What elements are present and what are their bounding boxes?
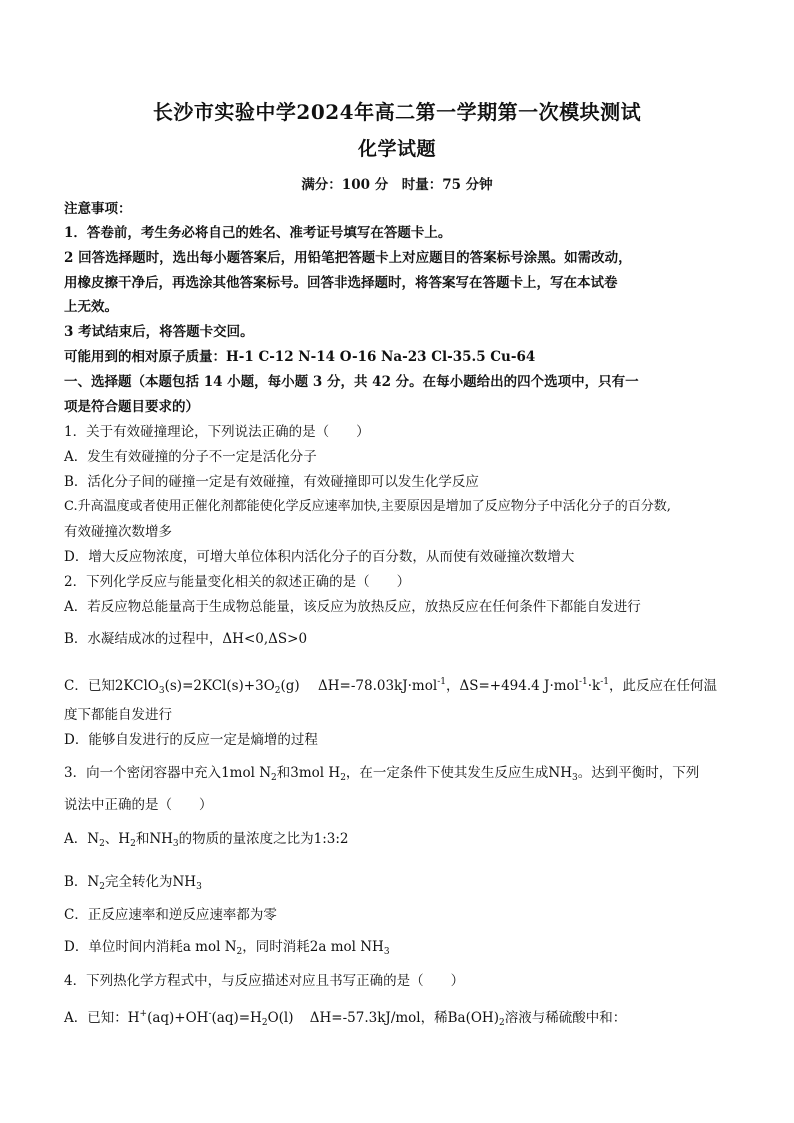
subscript: 2 (498, 1018, 505, 1028)
subscript: 2 (99, 839, 105, 849)
q3-d-n2: a mol N (182, 939, 237, 955)
q3-a-and: 和 (135, 831, 150, 847)
q2-stem: 2．下列化学反应与能量变化相关的叙述正确的是（ ） (64, 574, 411, 590)
q1-option-a: A．发生有效碰撞的分子不一定是活化分子 (64, 449, 317, 465)
q3-option-a (64, 829, 734, 854)
superscript: - (208, 1009, 212, 1019)
note-3: 3 考试结束后，将答题卡交回。 (64, 324, 254, 340)
section-heading-line-1: 一、选择题（本题包括 14 小题，每小题 3 分，共 42 分。在每小题给出的四个选项中，只有一 (64, 374, 639, 390)
subscript: 3 (196, 882, 202, 892)
exam-meta: 满分：100 分 时量：75 分钟 (301, 177, 493, 193)
q3-option-b (64, 872, 734, 897)
exam-subtitle: 化学试题 (357, 138, 436, 160)
q4-a-prefix: A．已知： (64, 1010, 128, 1026)
q3-b-mid: 完全转化为 (104, 874, 173, 890)
q4-a-eq: (aq)=H (211, 1010, 262, 1026)
q2-c-enthalpy: ΔH=-78.03kJ·mol (318, 678, 438, 694)
atomic-masses: 可能用到的相对原子质量：H-1 C-12 N-14 O-16 Na-23 Cl-35.5 Cu-64 (64, 349, 536, 365)
q1-option-c-line-1: C.升高温度或者使用正催化剂都能使化学反应速率加快,主要原因是增加了反应物分子中活化分子的百分数, (64, 499, 671, 514)
q4-a-tail: 溶液与稀硫酸中和： (504, 1010, 627, 1026)
subscript: 3 (572, 773, 578, 783)
note-2-line-2: 用橡皮擦干净后，再选涂其他答案标号。回答非选择题时，将答案写在答题卡上，写在本试卷 (64, 275, 618, 291)
q2-option-c (64, 672, 734, 701)
q2-option-c-line-2: 度下都能自发进行 (64, 707, 172, 723)
q3-a-nh3: NH (149, 831, 173, 847)
subscript: 2 (274, 686, 281, 696)
q2-option-b: B．水凝结成冰的过程中，ΔH<0,ΔS>0 (64, 631, 308, 647)
q3-h2: 3mol H (290, 765, 341, 781)
q3-d-nh3: 2a mol NH (309, 939, 384, 955)
q4-stem: 4．下列热化学方程式中，与反应描述对应且书写正确的是（ ） (64, 973, 465, 989)
note-2-line-3: 上无效。 (64, 299, 118, 315)
q1-stem: 1．关于有效碰撞理论，下列说法正确的是（ ） (64, 424, 370, 440)
section-heading-line-2: 项是符合题目要求的） (64, 399, 199, 415)
subscript: 2 (130, 839, 136, 849)
q3-a-tail: 的物质的量浓度之比为 (178, 831, 314, 847)
q1-option-b: B．活化分子间的碰撞一定是有效碰撞，有效碰撞即可以发生化学反应 (64, 474, 479, 490)
superscript: + (139, 1009, 148, 1019)
q3-stem-text: 。达到平衡时，下列 (577, 765, 700, 781)
subscript: 3 (383, 947, 390, 957)
note-2-line-1: 2 回答选择题时，选出每小题答案后，用铅笔把答题卡上对应题目的答案标号涂黑。如需改动， (64, 250, 632, 266)
q3-a-ratio: 1:3:2 (313, 831, 349, 847)
q4-a-h: H (127, 1010, 140, 1026)
q3-n2: 1mol N (221, 765, 272, 781)
subscript: 2 (236, 947, 243, 957)
subscript: 3 (172, 839, 179, 849)
q3-option-c: C．正反应速率和逆反应速率都为零 (64, 907, 277, 923)
q3-b-n2: N (87, 874, 100, 890)
q2-c-eq: (g) (280, 678, 300, 694)
superscript: -1 (600, 677, 610, 687)
q1-option-d: D．增大反应物浓度，可增大单位体积内活化分子的百分数，从而使有效碰撞次数增大 (64, 549, 575, 565)
q3-stem-text: 3．向一个密闭容器中充入 (64, 765, 222, 781)
q1-option-c-line-2: 有效碰撞次数增多 (64, 524, 172, 540)
q4-option-a (64, 1004, 734, 1033)
q3-stem-line-2: 说法中正确的是（ ） (64, 797, 213, 813)
q3-stem-text: ，在一定条件下使其发生反应生成 (345, 765, 549, 781)
q4-a-eq: O(l) (267, 1010, 294, 1026)
subscript: 2 (261, 1018, 268, 1028)
note-1: 1．答卷前，考生务必将自己的姓名、准考证号填写在答题卡上。 (64, 225, 452, 241)
q2-c-eq: 2KClO (114, 678, 159, 694)
exam-title: 长沙市实验中学2024年高二第一学期第一次模块测试 (152, 100, 642, 124)
notes-heading: 注意事项： (64, 201, 132, 217)
superscript: -1 (578, 677, 588, 687)
superscript: -1 (437, 677, 446, 687)
q3-option-d (64, 937, 734, 962)
subscript: 2 (271, 773, 277, 783)
subscript: 2 (99, 882, 105, 892)
q2-c-tail: ，此反应在任何温 (609, 678, 718, 694)
q3-a-prefix: A． (64, 831, 88, 847)
q4-a-eq: (aq)+OH (147, 1010, 209, 1026)
q4-a-baoh2: Ba(OH) (447, 1010, 499, 1026)
q3-stem (64, 763, 734, 788)
q2-option-a: A．若反应物总能量高于生成物总能量，该反应为放热反应，放热反应在任何条件下都能自发进行 (64, 599, 641, 615)
subscript: 2 (340, 773, 346, 783)
q2-c-entropy-unit: ·k (587, 678, 601, 694)
q2-option-d: D．能够自发进行的反应一定是熵增的过程 (64, 732, 318, 748)
q3-d-text: D．单位时间内消耗 (64, 939, 183, 955)
q3-and: 和 (276, 765, 291, 781)
q3-nh3: NH (548, 765, 573, 781)
q3-b-nh3: NH (172, 874, 197, 890)
q4-a-enthalpy: ΔH=-57.3kJ/mol (309, 1010, 421, 1026)
q3-a-h2: 、H (104, 831, 131, 847)
q2-c-entropy: ，ΔS=+494.4 J·mol (445, 678, 579, 694)
q3-d-text: ，同时消耗 (242, 939, 310, 955)
q2-c-eq: (s)=2KCl(s)+3O (164, 678, 275, 694)
q3-a-n2: N (87, 831, 100, 847)
q4-a-tail: ，稀 (420, 1010, 448, 1026)
q2-c-prefix: C．已知 (64, 678, 115, 694)
q3-b-prefix: B． (64, 874, 88, 890)
subscript: 3 (158, 686, 165, 696)
